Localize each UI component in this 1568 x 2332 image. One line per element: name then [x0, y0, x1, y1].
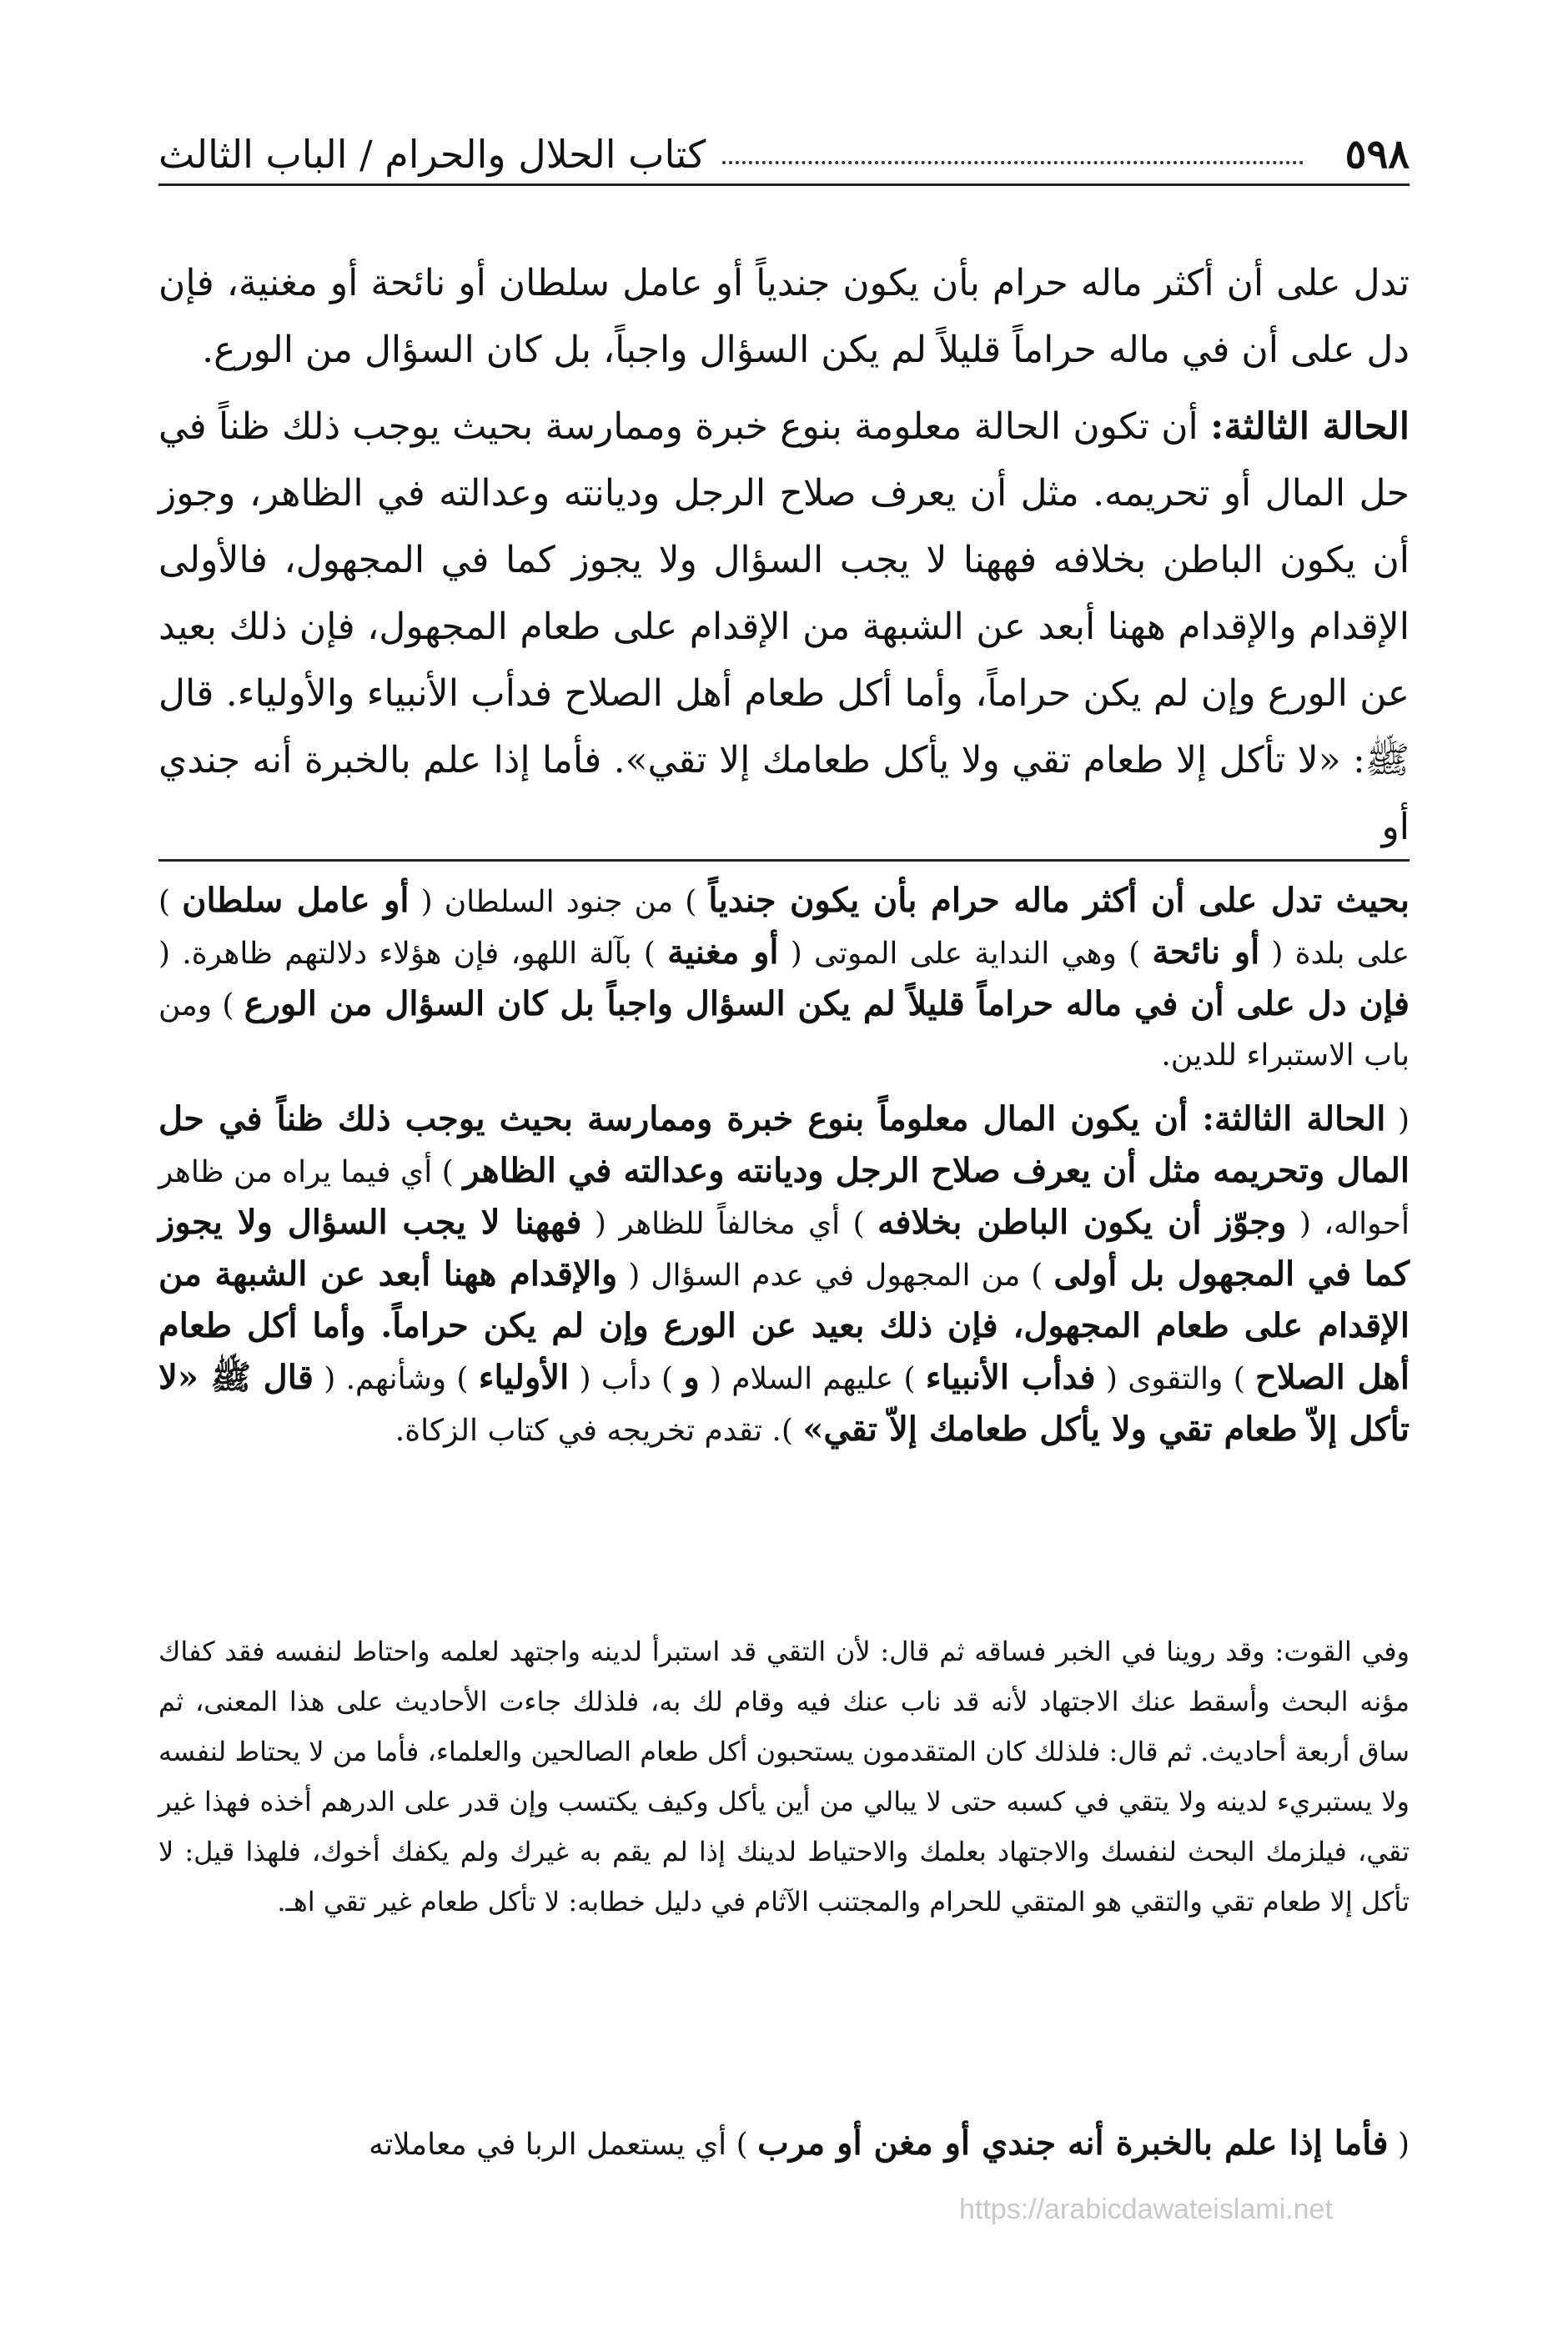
commentary-continuation [158, 2118, 1410, 2170]
commentary-text: ) أي فيما يراه من ظاهر أحواله، ( [158, 1155, 1410, 1241]
site-watermark: https://arabicdawateislami.net [959, 2194, 1333, 2225]
commentary-text: ) دأب ( [569, 1362, 684, 1396]
commentary-text: ) وهي النداية على الموتى ( [778, 937, 1153, 971]
bold-matn-text: والإقدام ههنا أبعد عن الشبهة من الإقدام على طعام المجهول، فإن ذلك بعيد عن الورع وإن لم يكن حراماً. وأما أكل طعام أهل الصلاح [158, 1254, 1410, 1397]
commentary-separator [158, 859, 1410, 862]
commentary-text: ( [1385, 1103, 1410, 1138]
running-header [158, 125, 1410, 186]
bold-matn-text: أو مغنية [667, 932, 779, 972]
commentary-text: ) بآلة اللهو، فإن هؤلاء دلالتهم ظاهرة. ( [158, 937, 668, 971]
commentary [158, 876, 1410, 1470]
commentary-text: ) أي مخالفاً للظاهر ( [581, 1207, 877, 1241]
page-number: ٥٩٨ [1344, 131, 1410, 178]
commentary-text: ) عليهم السلام ( [699, 1362, 926, 1396]
commentary-text: ) على بلدة ( [158, 885, 1410, 971]
main-paragraph-text: تدل على أن أكثر ماله حرام بأن يكون جندياً أو عامل سلطان أو نائحة أو مغنية، فإن دل على أن في ماله حراماً قليلاً لم يكن السؤال واجباً، بل كان السؤال من الورع. [158, 262, 1410, 371]
paragraph-lead: الحالة الثالثة: [1210, 405, 1410, 448]
commentary-paragraph [158, 1094, 1410, 1456]
bold-matn-text: قال ﷺ «لا تأكل إلاّ طعام تقي ولا يأكل طعامك إلاّ تقي» [158, 1358, 1410, 1449]
commentary-text: ) والتقوى ( [1095, 1362, 1256, 1396]
commentary-paragraph [158, 876, 1410, 1081]
bold-matn-text: و [683, 1358, 700, 1397]
bold-matn-text: فإن دل على أن في ماله حراماً قليلاً لم يكن السؤال واجباً بل كان السؤال من الورع [244, 984, 1410, 1023]
commentary-text: ( [1388, 2128, 1410, 2162]
quoted-passage [158, 1626, 1410, 1927]
bold-matn-text: بحيث تدل على أن أكثر ماله حرام بأن يكون جندياً [708, 881, 1410, 920]
main-paragraph [158, 250, 1410, 384]
chapter-title: كتاب الحلال والحرام / الباب الثالث [158, 132, 706, 177]
main-paragraph [158, 394, 1410, 861]
commentary-text: ) أي يستعمل الربا في معاملاته [368, 2128, 758, 2162]
bold-matn-text: الحالة الثالثة: أن يكون المال معلوماً بنوع خبرة وممارسة بحيث يوجب ذلك ظناً في حل المال وتحريمه مثل أن يعرف صلاح الرجل وديانته وعدالته في الظاهر [158, 1099, 1410, 1190]
main-paragraph-text: أن تكون الحالة معلومة بنوع خبرة وممارسة بحيث يوجب ذلك ظناً في حل المال أو تحريمه. مثل أن يعرف صلاح الرجل وديانته وعدالته في الظاهر، وجوز أن يكون الباطن بخلافه فههنا لا يجب السؤال ولا يجوز كما في المجهول، فالأولى الإقدام والإقدام ههنا أبعد عن الشبهة من الإقدام على طعام المجهول، فإن ذلك بعيد عن الورع وإن لم يكن حراماً، وأما أكل طعام أهل الصلاح فدأب الأنبياء والأولياء. قال ﷺ: «لا تأكل إلا طعام تقي ولا يأكل طعامك إلا تقي». فأما إذا علم بالخبرة أنه جندي أو [158, 405, 1410, 848]
bold-matn-text: فدأب الأنبياء [925, 1358, 1096, 1397]
commentary-text: ) وشأنهم. ( [314, 1362, 479, 1396]
commentary-paragraph [158, 2118, 1410, 2170]
bold-matn-text: الأولياء [478, 1358, 570, 1397]
bold-matn-text: أو عامل سلطان [182, 881, 410, 920]
commentary-text: ). تقدم تخريجه في كتاب الزكاة. [395, 1414, 803, 1448]
bold-matn-text: أو نائحة [1152, 932, 1260, 972]
quote-text: وفي القوت: وقد روينا في الخبر فساقه ثم قال: لأن التقي قد استبرأ لدينه واجتهد لعلمه واحتاط لنفسه فقد كفاك مؤنه البحث وأسقط عنك الاجتهاد لأنه قد ناب عنك فيه وقام لك به، فلذلك جاءت الأحاديث على هذا المعنى، ثم ساق أربعة أحاديث. ثم قال: فلذلك كان المتقدمون يستحبون أكل طعام الصالحين والعلماء، فأما من لا يحتاط لنفسه ولا يستبريء لدينه ولا يتقي في كسبه حتى لا يبالي من أين يأكل وكيف يكتسب وإن قدر على الدرهم أخذه فهذا غير تقي، فيلزمك البحث لنفسك والاجتهاد بعلمك والاحتياط لدينك إذا لم يقم به غيرك ولم يكفك أخوك، فلهذا قيل: لا تأكل إلا طعام تقي والتقي هو المتقي للحرام والمجتنب الآثام في دليل خطابه: لا تأكل طعام غير تقي اهـ. [158, 1636, 1410, 1917]
commentary-text: ) من جنود السلطان ( [409, 885, 709, 919]
bold-matn-text: وجوّز أن يكون الباطن بخلافه [877, 1203, 1287, 1242]
bold-matn-text: فأما إذا علم بالخبرة أنه جندي أو مغن أو مرب [757, 2123, 1389, 2163]
header-dot-leader [722, 144, 1303, 164]
commentary-text: ) من المجهول في عدم السؤال ( [617, 1259, 1054, 1293]
bold-matn-text: فههنا لا يجب السؤال ولا يجوز كما في المجهول بل أولى [158, 1203, 1410, 1294]
main-text [158, 250, 1410, 871]
commentary-text: ) ومن باب الاستبراء للدين. [158, 988, 1410, 1073]
